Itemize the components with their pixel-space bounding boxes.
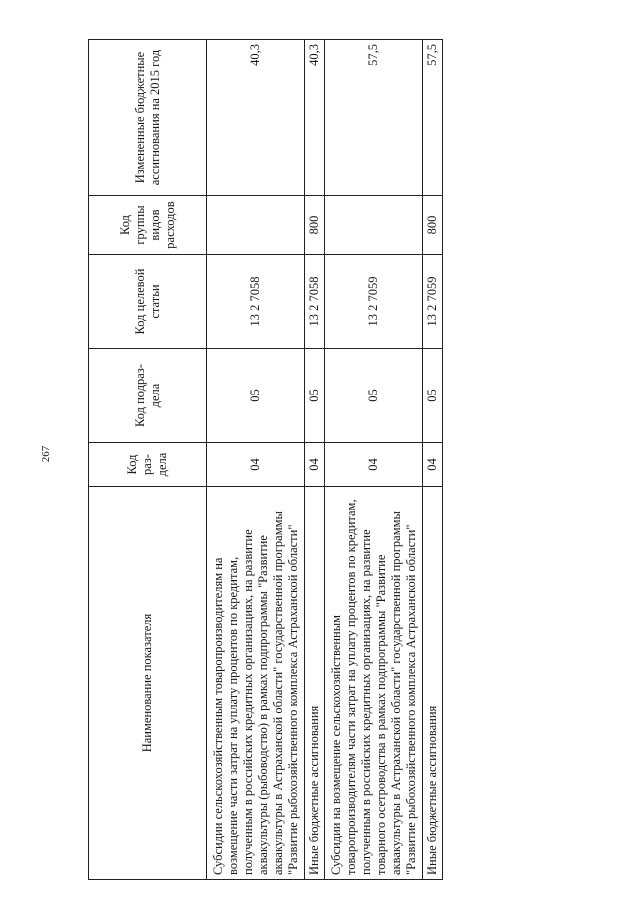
- budget-table: [88, 39, 443, 880]
- header-target-code: Код целевой статьи: [89, 255, 207, 349]
- header-expense-group-code: Код группы видов расходов: [89, 196, 207, 255]
- rotated-page-content: [88, 40, 438, 880]
- row-expense-group-code: 800: [305, 196, 325, 255]
- row-expense-group-code: [325, 196, 423, 255]
- table-row: [325, 40, 423, 880]
- table-row: [207, 40, 305, 880]
- row-target-code: 13 2 7058: [305, 255, 325, 349]
- row-target-code: 13 2 7059: [423, 255, 443, 349]
- rotated-table-frame: [88, 40, 438, 880]
- row-expense-group-code: 800: [423, 196, 443, 255]
- row-amount: 57,5: [423, 40, 443, 196]
- row-amount: 57,5: [325, 40, 423, 196]
- header-section-code: Код раз-дела: [89, 443, 207, 487]
- row-section-code: 04: [325, 443, 423, 487]
- header-name: Наименование показателя: [89, 487, 207, 880]
- row-expense-group-code: [207, 196, 305, 255]
- page-number: 267: [40, 445, 52, 463]
- row-section-code: 04: [423, 443, 443, 487]
- row-name: Субсидии сельскохозяйственным товаропроизводителям на возмещение части затрат на уплату процентов по кредитам, полученным в российских кредитных организациях, на развитие аквакультуры (рыбоводство) в рамках подпрограммы "Развитие аквакультуры в Астраханской области" государственной программы "Развитие рыбохозяйственного комплекса Астраханской области": [207, 487, 305, 880]
- row-name: Иные бюджетные ассигнования: [423, 487, 443, 880]
- row-section-code: 04: [207, 443, 305, 487]
- row-name: Иные бюджетные ассигнования: [305, 487, 325, 880]
- row-amount: 40,3: [305, 40, 325, 196]
- row-amount: 40,3: [207, 40, 305, 196]
- row-subsection-code: 05: [207, 349, 305, 443]
- row-subsection-code: 05: [423, 349, 443, 443]
- header-row: [89, 40, 207, 880]
- table-row: [423, 40, 443, 880]
- row-target-code: 13 2 7059: [325, 255, 423, 349]
- row-section-code: 04: [305, 443, 325, 487]
- row-name: Субсидии на возмещение сельскохозяйственным товаропроизводителям части затрат на уплату процентов по кредитам, полученным в российских кредитных организациях, на развитие товарного осетроводства в рамках подпрограммы "Развитие аквакультуры в Астраханской области" государственной программы "Развитие рыбохозяйственного комплекса Астраханской области": [325, 487, 423, 880]
- row-target-code: 13 2 7058: [207, 255, 305, 349]
- header-subsection-code: Код подраз-дела: [89, 349, 207, 443]
- header-amount: Измененные бюджетные ассигнования на 2015 год: [89, 40, 207, 196]
- table-row: [305, 40, 325, 880]
- row-subsection-code: 05: [305, 349, 325, 443]
- row-subsection-code: 05: [325, 349, 423, 443]
